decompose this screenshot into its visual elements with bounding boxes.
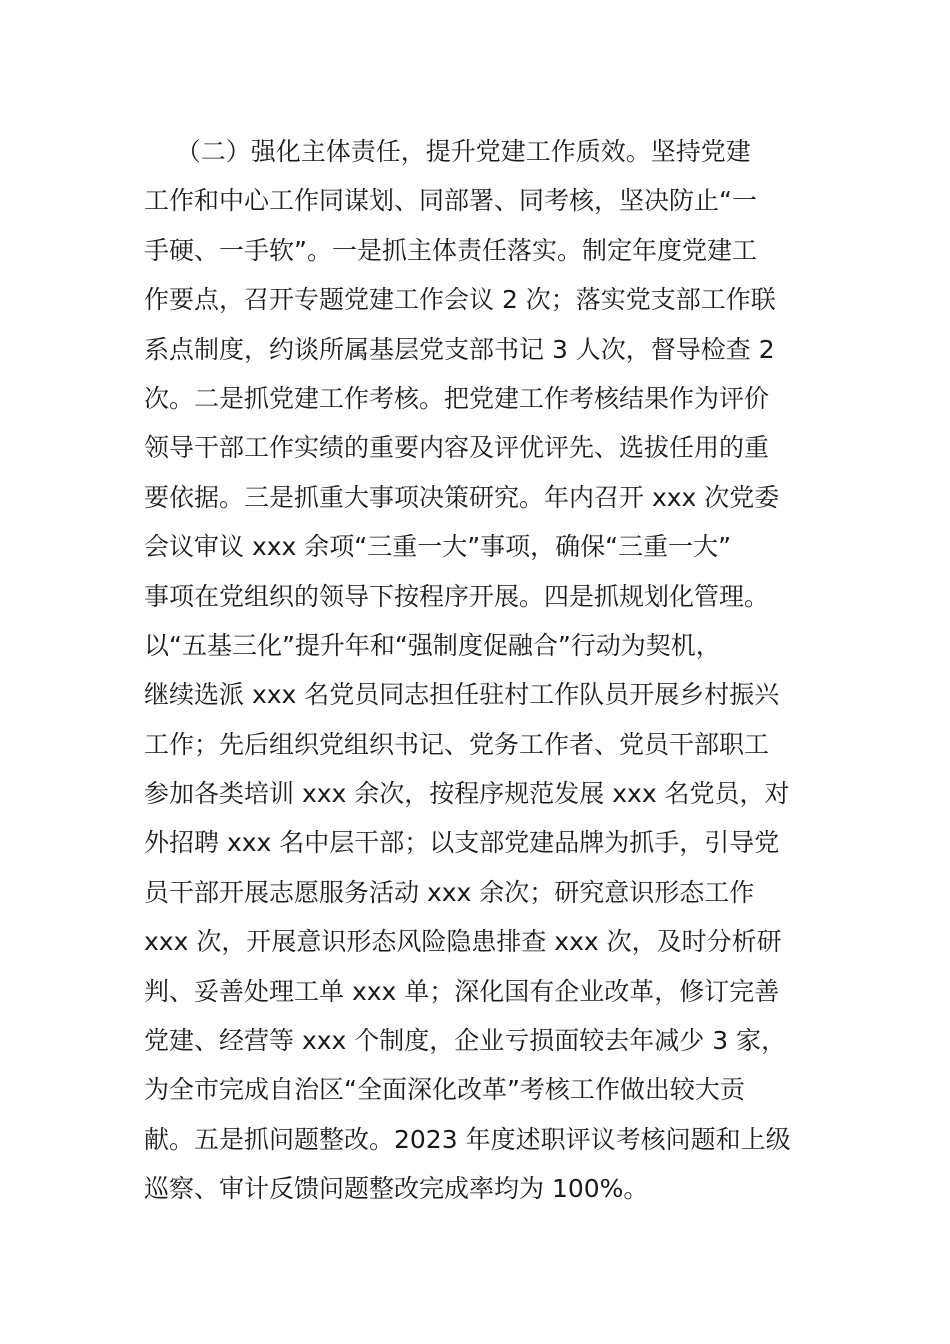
- paragraph-line: 次。二是抓党建工作考核。把党建工作考核结果作为评价: [144, 383, 770, 413]
- paragraph-line: 工作和中心工作同谋划、同部署、同考核，坚决防止“一: [144, 186, 757, 216]
- paragraph-line: 会议审议 xxx 余项“三重一大”事项，确保“三重一大”: [144, 532, 732, 562]
- paragraph-line: 要依据。三是抓重大事项决策研究。年内召开 xxx 次党委: [144, 482, 780, 512]
- paragraph-line: 为全市完成自治区“全面深化改革”考核工作做出较大贡: [144, 1075, 745, 1105]
- paragraph-line: 员干部开展志愿服务活动 xxx 余次；研究意识形态工作: [144, 877, 755, 907]
- paragraph-line: 领导干部工作实绩的重要内容及评优评先、选拔任用的重: [144, 433, 770, 463]
- body-paragraph: [144, 127, 814, 1214]
- paragraph-line: 事项在党组织的领导下按程序开展。四是抓规划化管理。: [144, 581, 770, 611]
- paragraph-line: 作要点，召开专题党建工作会议 2 次；落实党支部工作联: [144, 285, 776, 315]
- paragraph-line: 巡察、审计反馈问题整改完成率均为 100%。: [144, 1174, 649, 1204]
- paragraph-line: （二）强化主体责任，提升党建工作质效。坚持党建: [144, 137, 751, 166]
- paragraph-line: 以“五基三化”提升年和“强制度促融合”行动为契机，: [144, 630, 721, 660]
- paragraph-line: 继续选派 xxx 名党员同志担任驻村工作队员开展乡村振兴: [144, 680, 780, 710]
- paragraph-line: 外招聘 xxx 名中层干部；以支部党建品牌为抓手，引导党: [144, 828, 780, 858]
- paragraph-line: 判、妥善处理工单 xxx 单；深化国有企业改革，修订完善: [144, 976, 780, 1006]
- paragraph-line: 系点制度，约谈所属基层党支部书记 3 人次，督导检查 2: [144, 334, 775, 364]
- paragraph-line: 参加各类培训 xxx 余次，按程序规范发展 xxx 名党员，对: [144, 779, 790, 809]
- paragraph-line: 工作；先后组织党组织书记、党务工作者、党员干部职工: [144, 729, 770, 759]
- paragraph-line: xxx 次，开展意识形态风险隐患排查 xxx 次，及时分析研: [144, 927, 782, 957]
- paragraph-line: 手硬、一手软”。一是抓主体责任落实。制定年度党建工: [144, 235, 757, 265]
- paragraph-line: 献。五是抓问题整改。2023 年度述职评议考核问题和上级: [144, 1124, 791, 1154]
- paragraph-line: 党建、经营等 xxx 个制度，企业亏损面较去年减少 3 家，: [144, 1026, 787, 1056]
